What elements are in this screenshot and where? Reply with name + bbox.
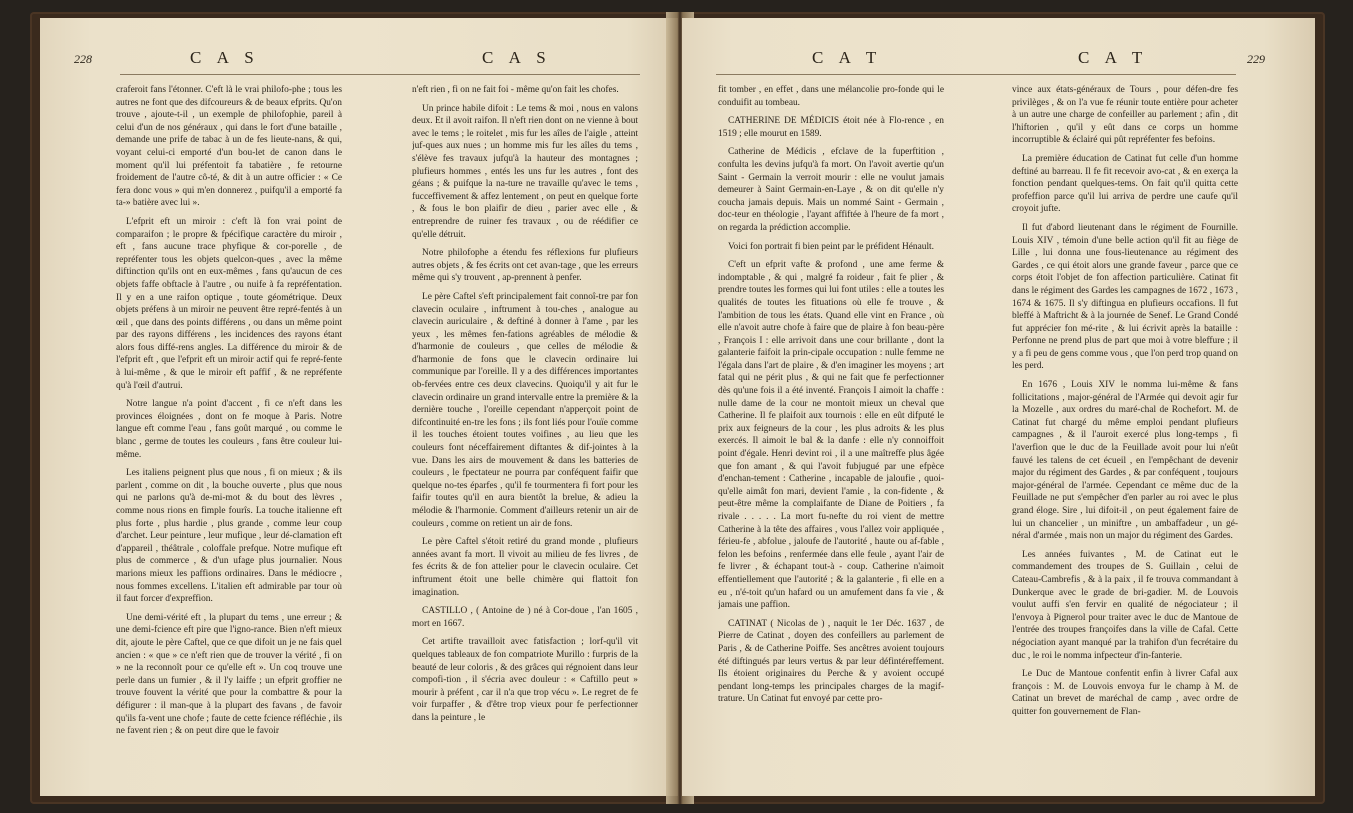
paragraph: craferoit fans l'étonner. C'eft là le vrai philofo-phe ; tous les autres ne font que des difcoureurs & de beaux efprits. Qu'on trouve , ajoute-t-il , un exemple de philofophie, pareil à celui d'un de nos généraux , qui dans le fort d'une bataille , demande une prife de tabac à un de fes lieute-nans, & qui, voyant celui-ci emporté d'un bou-let de canon dans le moment qu'il lui préfentoit fa tabatière , fe retourne froidement de l'autre cô-té, & dit à un autre officier : « Ce fera donc vous » qui m'en donnerez , puifqu'il a emporté fa ta-» batière avec lui ». <box>116 85 342 209</box>
paragraph: Le Duc de Mantoue confentit enfin à livrer Cafal aux françois : M. de Louvois envoya fur le champ à M. de Catinat un brevet de maréchal de camp , avec ordre de quitter fon gouvernement de Flan- <box>1012 669 1238 717</box>
paragraph: Le père Caftel s'étoit retiré du grand monde , plufieurs années avant fa mort. Il vivoit au milieu de fes livres , de fes écrits & de fon attelier pour le clavecin oculaire. Cet inftrument étoit une belle chimère qui flattoit fon imagination. <box>412 537 638 598</box>
paragraph: L'efprit eft un miroir : c'eft là fon vrai point de comparaifon ; le propre & fpécifique caractère du miroir , eft , fans aucune trace phyfique & cor-porelle , de repréfenter tous les objets quelcon-ques , avec la même diftinction qu'ils ont en eux-mêmes , fans qu'aucun de ces objets faffe obftacle à l'autre , ou nuife à fa repréfentation. Il y en a une raifon optique , toute géométrique. Deux objets préfens à un miroir ne peuvent être repré-fentés à un œil , que dans des points différens , ou dans un même point par des rayons différens , les incidences des rayons étant alors fous diffé-rens angles. La différence du miroir & de l'efprit eft , que l'efprit eft un miroir actif qui fe repré-fente à lui-même , & que le miroir eft paffif , & ne repréfente qu'à l'œil d'autrui. <box>116 216 342 391</box>
paragraph: Les italiens peignent plus que nous , fi on mieux ; & ils parlent , comme on dit , la bouche ouverte , plus que nous qui ne parlons qu'à de-mi-mot & du bout des lèvres , comme nous rions en fimple fourîs. La touche italienne eft plus forte , plus hardie , plus grande , comme leur coup d'archet. Leur peinture , leur mufique , leur dé-clamation eft d'appareil , théâtrale , coloffale prefque. Notre mufique eft plus de commerce , & d'un ufage plus journalier. Nous marions mieux les paffions ordinaires. Dans le médiocre , nous fommes excellens. L'italien eft admirable par tour où il faut forcer d'expreffion. <box>116 468 342 605</box>
paragraph: Le père Caftel s'eft principalement fait connoî-tre par fon clavecin oculaire , inftrument à tou-ches , analogue au clavecin auriculaire , & deftiné à donner à l'ame , par les yeux , les mêmes fen-fations agréables de mélodie & d'harmonie de couleurs , que celles de mélodie & d'harmonie de fons que le clavecin ordinaire lui communique par l'oreille. Il y a des différences importantes ob-fervées entre ces deux clavecins. Quoiqu'il y ait fur le clavecin ordinaire un grand intervalle entre la première & la dernière touche , l'oreille cependant n'apperçoit point de difcontinuité en-tre les fons ; ils font liés pour l'ouïe comme il les touches étoient toutes voifines , au lieu que les couleurs font néceffairement diftantes & dif-jointes à la vue. Dans les airs de mouvement & dans les batteries de couleurs , le fpectateur ne pourra par conféquent faifir que quelque no-tes éparfes , qu'il fe tourmentera fi fort pour les faifir toutes qu'il en aura bientôt la brelue, & adieu la mélodie & l'harmonie. Comment d'ailleurs retenir un air de couleurs , comme on retient un air de fons. <box>412 291 638 529</box>
paragraph: Une demi-vérité eft , la plupart du tems , une erreur ; & une demi-fcience eft pire que l'igno-rance. Bien n'eft mieux dit, ajoute le père Caftel, que ce que difoit un je ne fais quel ancien : « que » ce n'eft rien que de trouver la vérité , fi on » ne la reconnoît pour ce qu'elle eft ». Un coq trouve une perle dans un fumier , & il l'y laiffe ; un efprit groffier ne trouve fouvent la vérité que pour la combattre & pour la défigurer : il man-que à la plupart des favans , de favoir qu'ils fa-vent une chofe ; faute de cette fcience réfléchie , ils ne favent rien ; & on peut dire que le favoir <box>116 612 342 737</box>
right-running-head-1: C A T <box>812 48 883 67</box>
paragraph: Voici fon portrait fi bien peint par le préfident Hénault. <box>728 241 935 252</box>
left-column-1 <box>116 84 342 784</box>
left-folio: 228 <box>74 52 92 66</box>
paragraph: Notre langue n'a point d'accent , fi ce n'eft dans les provinces éloignées , dont on fe moque à Paris. Notre langue eft comme l'eau , fans goût marqué , ou comme le blanc , germe de toutes les couleurs , fans être couleur lui-même. <box>116 399 342 460</box>
paragraph: Notre philofophe a étendu fes réflexions fur plufieurs autres objets , & fes écrits ont cet avan-tage , que les erreurs même qui s'y trouvent , ap-prennent à penfer. <box>412 248 638 284</box>
paragraph: Catherine de Médicis , efclave de la fuperftition , confulta les devins jufqu'à fa mort. On l'avoit avertie qu'un Saint - Germain la verroit mourir : elle ne voulut jamais demeurer à Saint Germain-en-Laye , & on dit qu'elle n'y coucha jamais depuis. Mais un nommé Saint - Germain , doc-teur en théologie , l'ayant affiftée à l'heure de fa mort , on regarda la prédiction accomplie. <box>718 147 944 233</box>
left-head-rule <box>120 74 640 75</box>
paragraph: fit tomber , en effet , dans une mélancolie pro-fonde qui le conduifit au tombeau. <box>718 85 944 108</box>
paragraph: Les années fuivantes , M. de Catinat eut le commandement des troupes de S. Guillain , celui de Cateau-Cambrefis , & à la paix , il fe trouva commandant à Dunkerque avec le grade de bri-gadier. M. de Louvois voulut auffi s'en fervir en qualité de négociateur ; il l'envoya à Pignerol pour traiter avec le duc de Mantoue de l'entrée des troupes françoifes dans la ville de Cafal. Cette négociation ayant manqué par la trahifon d'un fecrétaire du duc , le roi le nomma infpecteur d'in-fanterie. <box>1012 549 1238 661</box>
right-folio: 229 <box>1247 52 1265 66</box>
paragraph: CATINAT ( Nicolas de ) , naquit le 1er Déc. 1637 , de Pierre de Catinat , doyen des confeillers au parlement de Paris , & de Catherine Poiffe. Ses ancêtres avoient toujours été diftingués par leurs vertus & par leur défintéreffement. Ils étoient originaires du Perche & y avoient occupé pendant long-temps les principales charges de la magif-trature. Un Catinat fut envoyé par cette pro- <box>718 618 944 705</box>
paragraph: CASTILLO , ( Antoine de ) né à Cor-doue , l'an 1605 , mort en 1667. <box>412 606 638 629</box>
right-page <box>682 18 1315 796</box>
paragraph: CATHERINE DE MÉDICIS étoit née à Flo-rence , en 1519 ; elle mourut en 1589. <box>718 116 944 139</box>
right-running-head-2: C A T <box>1078 48 1149 67</box>
book-spread <box>30 12 1325 804</box>
right-column-1 <box>718 84 944 784</box>
paragraph: vince aux états-généraux de Tours , pour défen-dre fes privilèges , & on l'a vue fe réunir toute entière pour acheter à un autre une charge de confeiller au parlement ; afin , dit l'hiftorien , qu'il y eût dans ce corps un homme incorruptible & éclairé qui pût repréfenter fes befoins. <box>1012 85 1238 146</box>
paragraph: Cet artifte travailloit avec fatisfaction ; lorf-qu'il vit quelques tableaux de fon compatriote Murillo : furpris de la beauté de leur coloris , & des grâces qui régnoient dans leur compofi-tion , il s'écria avec douleur : « Caftillo peut » mourir à préfent , car il n'a que trop vécu ». Le regret de fe voir furpaffer , & d'être trop vieux pour fe perfectionner dans la peinture , le <box>412 637 638 723</box>
left-running-head-1: C A S <box>190 48 260 67</box>
right-column-2 <box>1012 84 1238 784</box>
left-column-2 <box>412 84 638 784</box>
left-page <box>40 18 678 796</box>
paragraph: En 1676 , Louis XIV le nomma lui-même & fans follicitations , major-général de l'Armée qui devoit agir fur la Mozelle , aux ordres du maré-chal de Rochefort. M. de Catinat fut chargé du même emploi pendant plufieurs campagnes , & il l'auroit exercé plus long-temps , fi l'averfion que le duc de la Feuillade avoit pour lui n'eût fauvé les talens de cet écueil , en l'empêchant de devenir major du régiment des Gardes , & par conféquent , toujours major-général de l'armée. Cependant ce même duc de la Feuillade ne put s'empêcher d'en parler au roi avec le plus grand éloge. Sire , lui difoit-il , on peut également faire de lui un chancelier , un miniftre , un ambaffadeur , un gé-néral d'armée , mais non un major du régiment des Gardes. <box>1012 380 1238 542</box>
paragraph: Il fut d'abord lieutenant dans le régiment de Fournille. Louis XIV , témoin d'une belle action qu'il fit au fiège de Lille , lui donna une fous-lieutenance au régiment des Gardes , ce qui étoit alors une grande faveur , parce que ce corps étoit l'objet de fon affection particulière. Catinat fit dans le régiment des Gardes les campagnes de 1672 , 1673 , 1674 & 1675. Il s'y diftingua en plufieurs occafions. Il fut bleffé à Maftricht & à la journée de Senef. Le Grand Condé fut apprécier fon mé-rite , & lui écrivit après la bataille : Perfonne ne prend plus de part que moi à votre bleffure ; il y a fi peu de gens comme vous , que l'on perd trop quand on les perd. <box>1012 222 1238 372</box>
paragraph: La première éducation de Catinat fut celle d'un homme deftiné au barreau. Il fe fit recevoir avo-cat , & en exerça la fonction pendant quelques-tems. On fait qu'il quitta cette profeffion parce qu'il lui arriva de perdre une caufe qu'il croyoit jufte. <box>1012 153 1238 215</box>
paragraph: Un prince habile difoit : Le tems & moi , nous en valons deux. Et il avoit raifon. Il n'eft rien dont on ne vienne à bout avec le tems ; le roitelet , mis fur les aîles de l'aigle , atteint juf-ques aux nues ; un homme mis fur les aîles du tems , s'élève fes travaux jufqu'à la hauteur des montagnes ; plufieurs hommes , entés les uns fur les autres , font des géans ; & puifque la na-ture ne travaille qu'avec le tems , fucceffivement & affez lentement , on peut en quelque forte , & fous le bon plaifir de dieu , parier avec elle , & entreprendre de ruiner fes travaux , ou de réédifier ce qu'elle détruit. <box>412 103 638 240</box>
paragraph: n'eft rien , fi on ne fait foi - même qu'on fait les chofes. <box>412 85 619 95</box>
right-head-rule <box>716 74 1236 75</box>
paragraph: C'eft un efprit vafte & profond , une ame ferme & indomptable , & qui , malgré fa roideur , fait fe plier , & prendre toutes les formes qui lui font utiles : elle a toutes les qualités de toutes les fituations où elle fe trouve , & l'ambition de tous les états. Quand elle vint en France , où elle n'avoit autre chofe à faire que de plaire à fon beau-père , François I : elle arrivoit dans une cour brillante , dont la galanterie faifoit la prin-cipale occupation : nulle femme ne l'égala dans l'art de plaire , & d'en imaginer les moyens ; art fatal qui ne périt plus , & qui ne fait que fe perfectionner dès qu'une fois il a été inventé. François I aimoit la chaffe : nulle dame de la cour ne montoit mieux un cheval que Catherine. Il fe plaifoit aux tournois : elle en eût difputé le prix aux feigneurs de la cour , les plus adroits & les plus exercés. Il aimoit le bal & la danfe : elle n'y connoiffoit point d'égale. Henri devint roi , il a une maîtreffe plus âgée que fon amant , & qui l'avoit fubjugué par une efpèce d'enchan-tement : Catherine , incapable de jaloufie , quoi-qu'elle aimât fon mari, devient l'amie , la con-fidente , & peut-être même la complaifante de Diane de Poitiers , fa rivale . . . . . La mort fu-nefte du roi vient de mettre Catherine à la tête des affaires , vous l'allez voir appliquée , férieu-fe , abfolue , jaloufe de l'autorité , haute ou af-fable , felon les befoins , renfermée dans elle feule , ayant l'air de fe livrer , & échapant tout-à - coup. Catherine n'aimoit effentiellement que l'autorité ; & la galanterie , fi elle en a eu , n'é-toit qu'un hafard ou un amufement dans fa vie , & jamais une paffion. <box>718 260 944 611</box>
left-running-head-2: C A S <box>482 48 552 67</box>
